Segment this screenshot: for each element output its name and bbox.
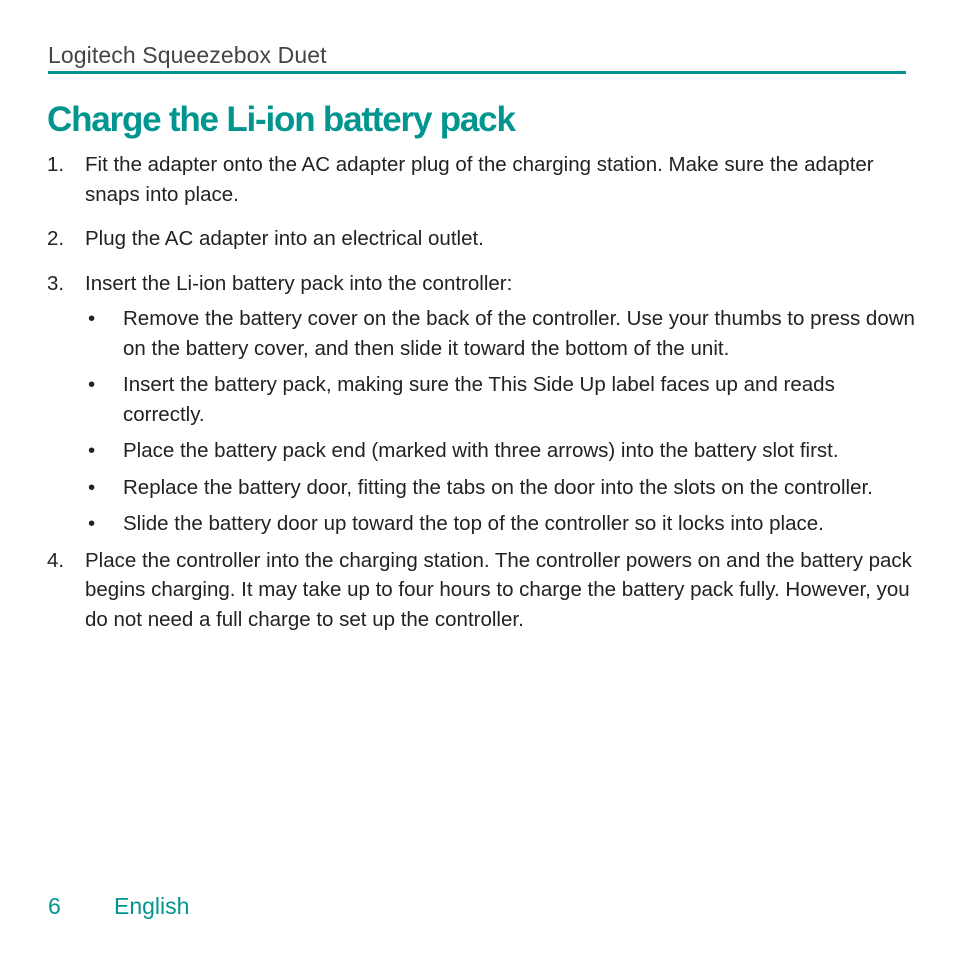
step-3 — [47, 269, 917, 299]
bullet-text: Insert the battery pack, making sure the This Side Up label faces up and reads correctly. — [123, 373, 835, 426]
bullet-text: Replace the battery door, fitting the tabs on the door into the slots on the controller. — [123, 475, 873, 499]
step-2 — [47, 224, 917, 254]
step-number: 1. — [47, 153, 65, 176]
page-number: 6 — [48, 893, 61, 919]
step-text: Insert the Li-ion battery pack into the controller: — [85, 271, 513, 295]
bullet-item — [47, 473, 917, 503]
step-number: 2. — [47, 227, 65, 250]
bullet-item — [47, 436, 917, 466]
step-number: 3. — [47, 271, 65, 295]
bullet-text: Place the battery pack end (marked with three arrows) into the battery slot first. — [123, 439, 839, 462]
step-text: Plug the AC adapter into an electrical outlet. — [85, 227, 484, 250]
bullet-item — [47, 370, 917, 429]
bullet-item — [47, 304, 917, 363]
running-header: Logitech Squeezebox Duet — [48, 42, 327, 68]
bullet-glyph: • — [88, 475, 96, 499]
bullet-text: Remove the battery cover on the back of the controller. Use your thumbs to press down on the battery cover, and then slide it toward the bottom of the unit. — [123, 307, 915, 360]
bullet-glyph: • — [88, 307, 96, 330]
step-text: Fit the adapter onto the AC adapter plug of the charging station. Make sure the adapter snaps into place. — [85, 153, 874, 206]
page-title: Charge the Li-ion battery pack — [47, 100, 515, 139]
step-4 — [47, 546, 917, 635]
bullet-item — [47, 509, 917, 539]
header-rule — [48, 71, 906, 74]
bullet-text: Slide the battery door up toward the top of the controller so it locks into place. — [123, 512, 824, 535]
footer-language: English — [114, 893, 190, 919]
step-1 — [47, 150, 917, 209]
bullet-glyph: • — [88, 439, 96, 462]
bullet-glyph: • — [88, 512, 96, 535]
bullet-glyph: • — [88, 373, 96, 396]
step-number: 4. — [47, 548, 65, 572]
step-text: Place the controller into the charging station. The controller powers on and the battery pack begins charging. It may take up to four hours to charge the battery pack fully. However, you do not need a full charge to set up the controller. — [85, 548, 912, 631]
instructions-list — [47, 150, 917, 634]
